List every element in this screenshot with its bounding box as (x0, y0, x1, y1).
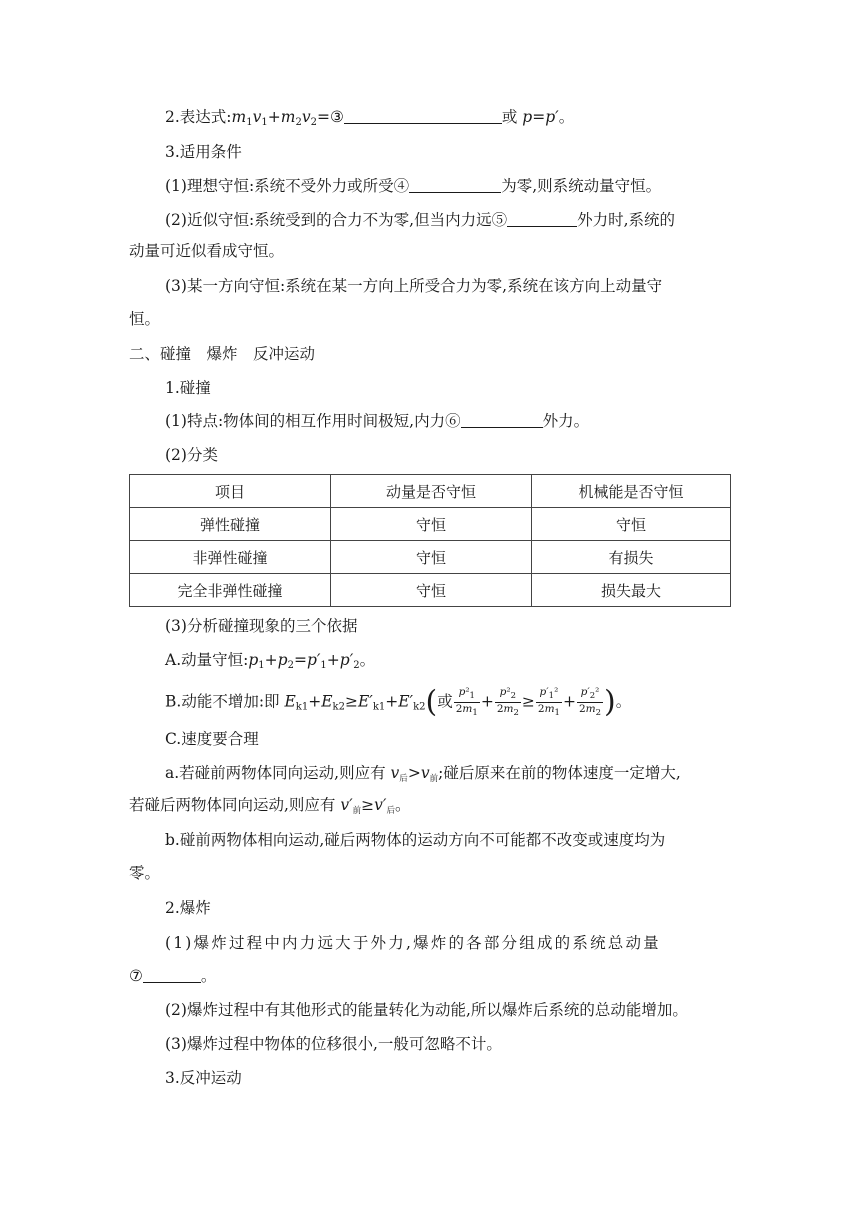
table-cell: 弹性碰撞 (130, 508, 331, 541)
basis-cb-cont: 零。 (129, 864, 161, 882)
subscript-qian: 前 (429, 774, 439, 784)
basis-ca: a.若碰前两物体同向运动,则应有 $v_后>v_前$;碰后原来在前的物体速度一定增大, (165, 764, 681, 784)
fraction: $\frac{p^2_2}{2m_2}$ (496, 686, 519, 718)
basis-a: A.动量守恒$:p_1+p_2=p'_1+p'_2$。 (165, 651, 376, 671)
table-header-row (130, 475, 731, 508)
table-row (130, 508, 731, 541)
table-cell: 守恒 (331, 508, 532, 541)
basis-c: C.速度要合理 (165, 730, 259, 748)
fraction: $\frac{p^2_1}{2m_1}$ (455, 686, 478, 718)
fraction: $\frac{p'_1^2}{2m_1}$ (537, 686, 560, 718)
period: 。 (200, 967, 217, 985)
table-row (130, 574, 731, 607)
collision-classification: (2)分类 (165, 446, 218, 464)
condition-2-text: (2)近似守恒:系统受到的合力不为零,但当内力远⑤ (165, 211, 508, 229)
table-header: 项目 (130, 475, 331, 508)
collision-table (129, 474, 731, 607)
basis-b: B.动能不增加:即 $E_{k1}+E_{k2}\ge E'_{k1}+E'_{k2}$(或 $\frac{p^2_1}{2m_1}$ + $\frac{p^2_2}{2m_2}$ ≥ $\frac{p'_1^2}{2m_1}$ + $\frac{p'_2^2}{2m_2}$ )。 (165, 684, 632, 720)
collision-title: 1.碰撞 (165, 379, 211, 397)
explosion-1: (1)爆炸过程中内力远大于外力,爆炸的各部分组成的系统总动量 (165, 934, 661, 952)
condition-2 (165, 209, 675, 231)
table-cell: 损失最大 (532, 574, 731, 607)
basis-ca-tail: ;碰后原来在前的物体速度一定增大, (438, 764, 681, 782)
table-cell: 守恒 (532, 508, 731, 541)
blank-6[interactable] (461, 410, 543, 428)
or-text: 或 (501, 108, 518, 126)
explosion-1-cont (129, 965, 216, 987)
table-header: 机械能是否守恒 (532, 475, 731, 508)
blank-7[interactable] (143, 965, 201, 983)
table-cell: 有损失 (532, 541, 731, 574)
explosion-title: 2.爆炸 (165, 899, 211, 917)
subscript-hou: 后 (399, 774, 408, 784)
condition-1 (165, 175, 661, 197)
recoil-title: 3.反冲运动 (165, 1069, 242, 1087)
condition-2-tail: 外力时,系统的 (577, 211, 676, 229)
basis-ca-cont: 若碰后两物体同向运动,则应有 $v'_前\ge v'_后$。 (129, 796, 411, 816)
blank-5[interactable] (507, 209, 577, 227)
subscript-qian: 前 (352, 806, 362, 816)
collision-feature-text: (1)特点:物体间的相互作用时间极短,内力⑥ (165, 412, 461, 430)
table-cell: 守恒 (331, 541, 532, 574)
or-text: 或 (437, 692, 453, 711)
table-row (130, 541, 731, 574)
explosion-2: (2)爆炸过程中有其他形式的能量转化为动能,所以爆炸后系统的总动能增加。 (165, 1001, 688, 1019)
expression-line: 2.表达式$:m_1v_1+m_2v_2=③$ 或 p=p′。 (165, 108, 575, 128)
expression-label: 2.表达式: (165, 108, 232, 126)
blank-7-number: ⑦ (129, 967, 143, 985)
fraction: $\frac{p'_2^2}{2m_2}$ (578, 686, 602, 718)
explosion-3: (3)爆炸过程中物体的位移很小,一般可忽略不计。 (165, 1035, 502, 1053)
condition-title: 3.适用条件 (165, 143, 242, 161)
section-2-title: 二、碰撞 爆炸 反冲运动 (129, 345, 316, 363)
table-cell: 非弹性碰撞 (130, 541, 331, 574)
collision-feature (165, 410, 589, 432)
blank-3[interactable] (344, 106, 502, 124)
table-header: 动量是否守恒 (331, 475, 532, 508)
subscript-hou: 后 (386, 806, 395, 816)
blank-4[interactable] (409, 175, 501, 193)
condition-1-tail: 为零,则系统动量守恒。 (501, 177, 662, 195)
basis-title: (3)分析碰撞现象的三个依据 (165, 617, 358, 635)
basis-cb: b.碰前两物体相向运动,碰后两物体的运动方向不可能都不改变或速度均为 (165, 831, 666, 849)
condition-1-text: (1)理想守恒:系统不受外力或所受④ (165, 177, 410, 195)
table-cell: 守恒 (331, 574, 532, 607)
condition-3: (3)某一方向守恒:系统在某一方向上所受合力为零,系统在该方向上动量守 (165, 277, 663, 295)
table-cell: 完全非弹性碰撞 (130, 574, 331, 607)
condition-2-cont: 动量可近似看成守恒。 (129, 242, 285, 260)
collision-feature-tail: 外力。 (542, 412, 590, 430)
condition-3-cont: 恒。 (129, 310, 161, 328)
